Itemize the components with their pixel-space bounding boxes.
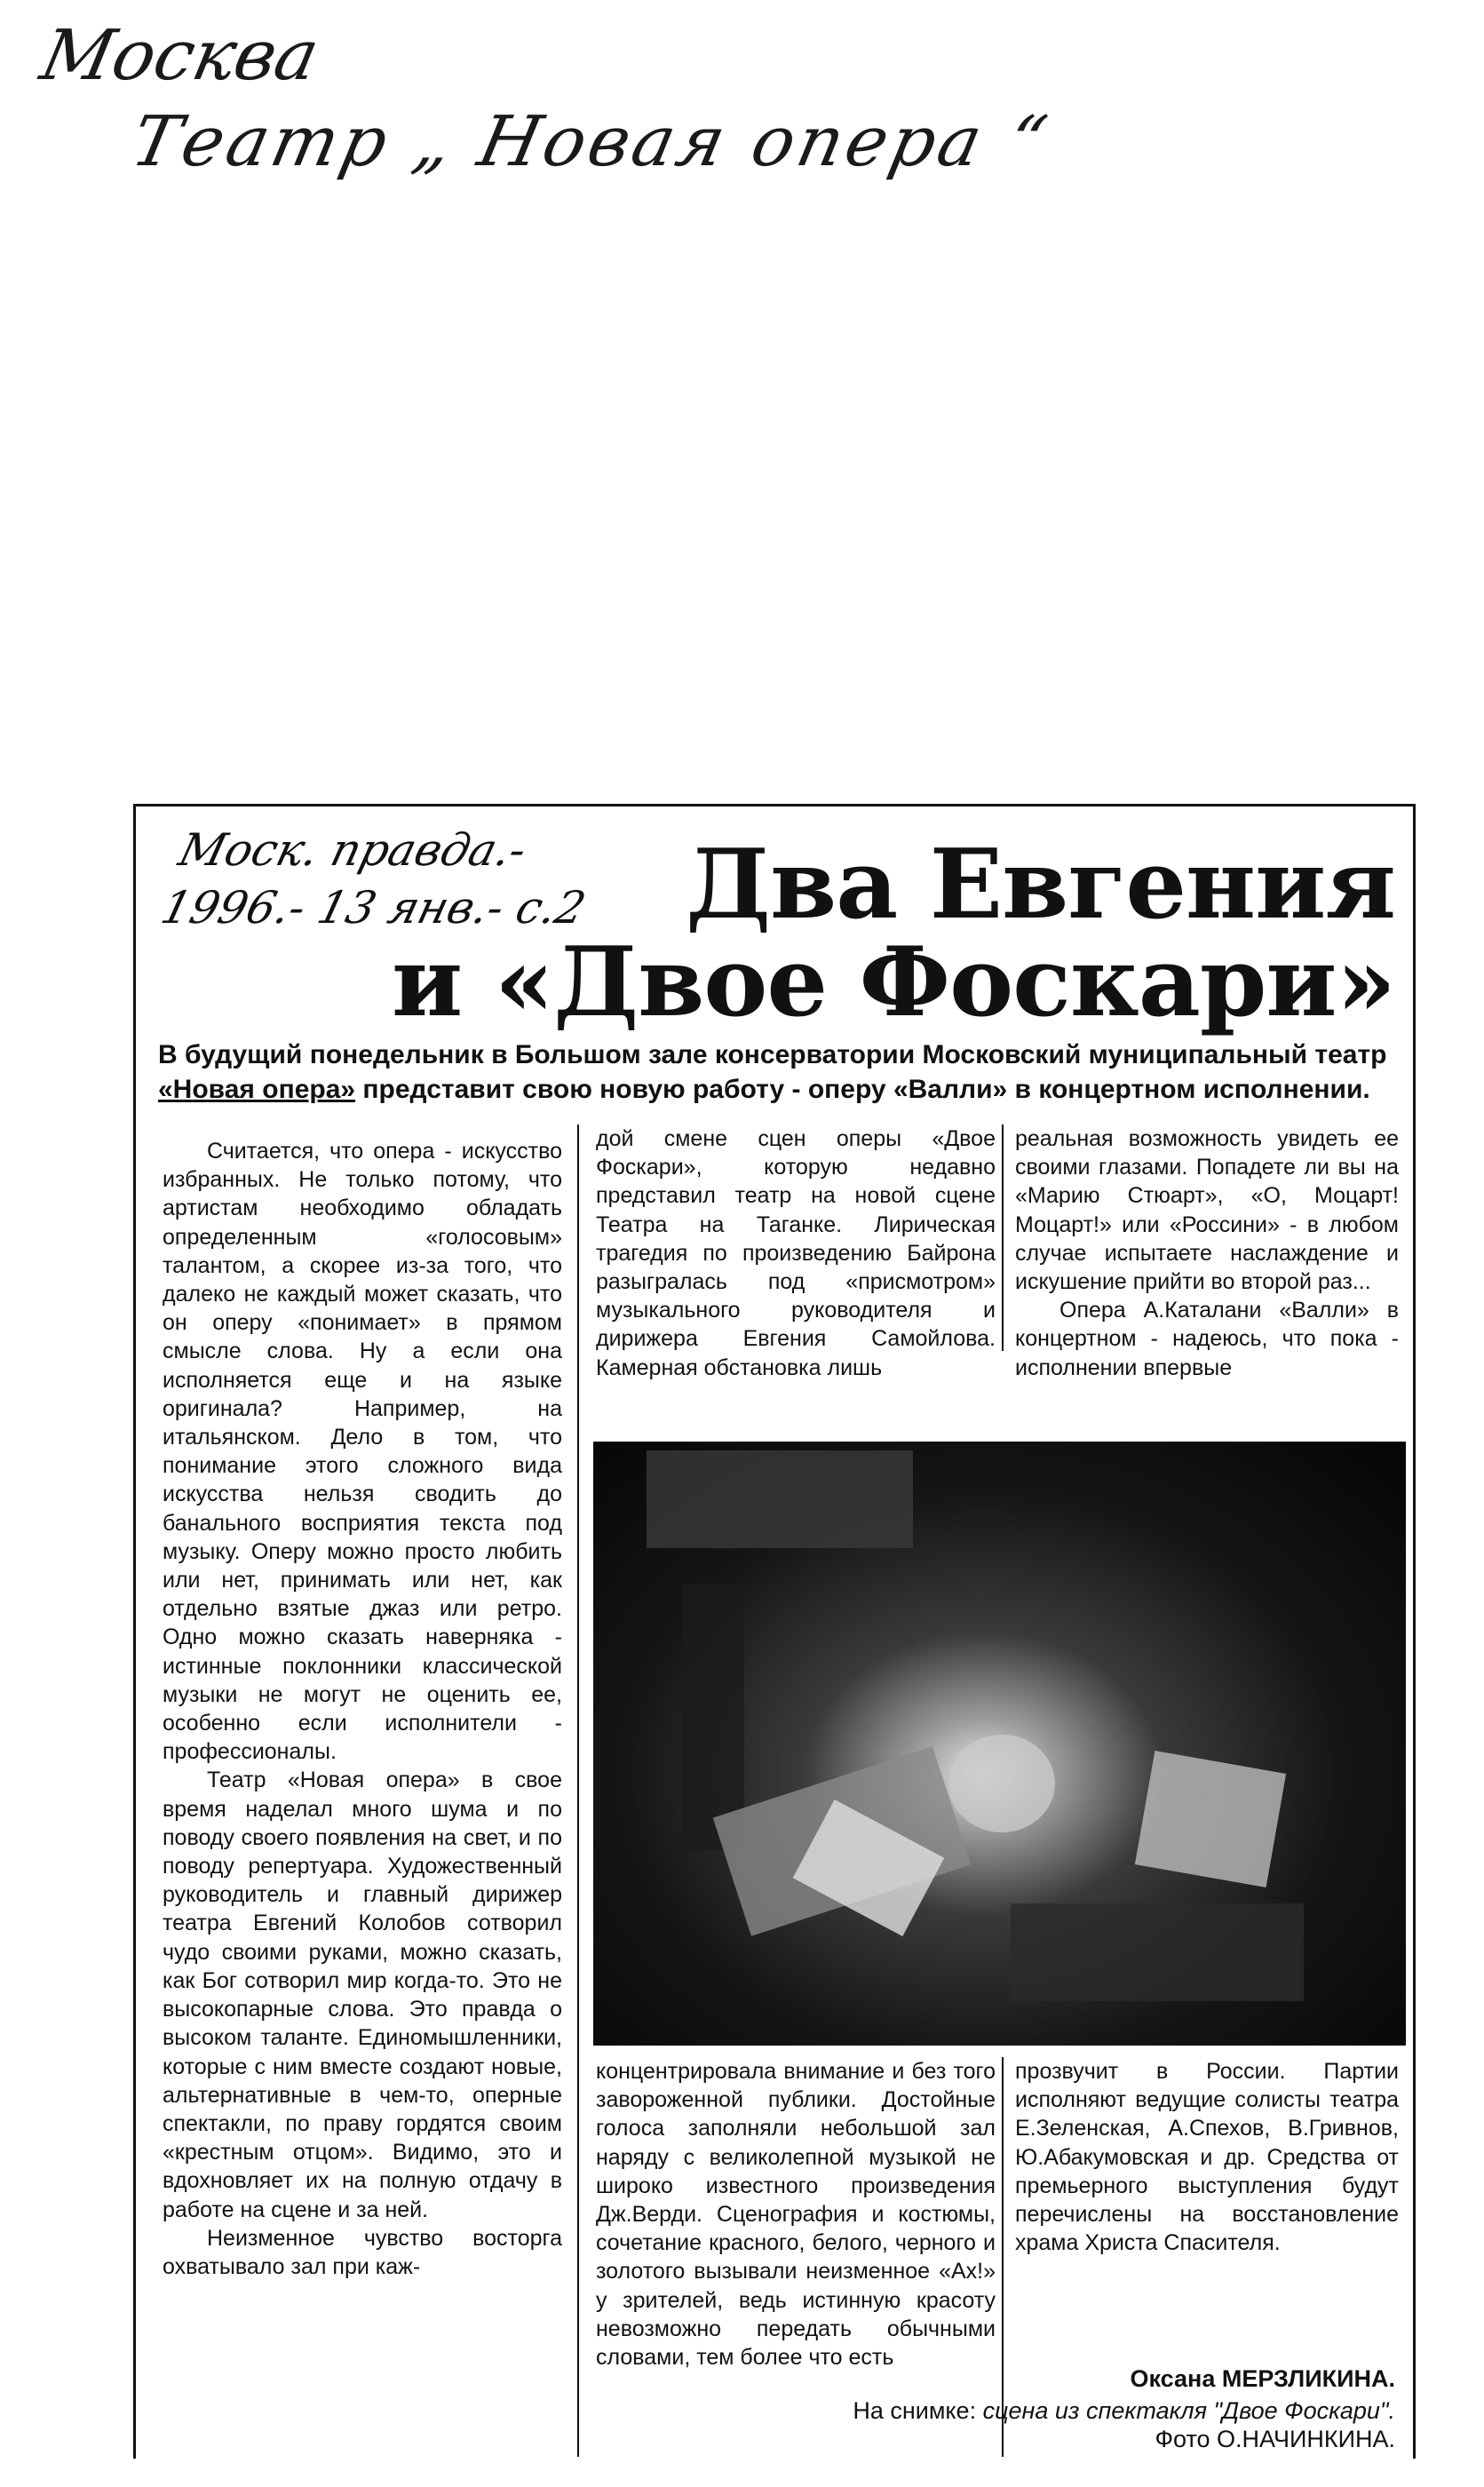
lead-text-part1: В будущий понедельник в Большом зале консерватории Московский муниципальный театр xyxy=(158,1040,1387,1069)
paragraph: Неизменное чувство восторга охватывало зал при каж- xyxy=(163,2225,562,2279)
newspaper-clipping xyxy=(133,804,1416,2459)
handwritten-city-note: Москва xyxy=(34,16,326,96)
lead-text-part2: представит свою новую работу - оперу «Валли» в концертном исполнении. xyxy=(355,1075,1370,1104)
column-3-top xyxy=(1015,1124,1399,1382)
handwritten-theatre-note: Театр „ Новая опера “ xyxy=(124,102,1057,182)
author-signature: Оксана МЕРЗЛИКИНА. xyxy=(1130,2365,1395,2392)
column-2-bottom xyxy=(596,2057,996,2372)
paragraph: прозвучит в России. Партии исполняют ведущие солисты театра Е.Зеленская, А.Спехов, В.Гривнов, Ю.Абакумовская и др. Средства от премьерного выступления будут перечислены на восстановление храма Христа Спасителя. xyxy=(1015,2059,1399,2256)
caption-text: сцена из спектакля "Двое Фоскари". xyxy=(982,2397,1395,2424)
photo-credit: Фото О.НАЧИНКИНА. xyxy=(1155,2426,1395,2452)
paragraph: Опера А.Каталани «Валли» в концертном - надеюсь, что пока - исполнении впервые xyxy=(1015,1298,1399,1380)
paragraph: Считается, что опера - искусство избранных. Не только потому, что артистам необходимо обладать определенным «голосовым» талантом, а скорее из-за того, что далеко не каждый может сказать, что он оперу «понимает» в прямом смысле слова. Ну а если она исполняется еще и на языке оригинала? Например, на итальянском. Дело в том, что понимание этого сложного вида искусства нельзя сводить до банального восприятия текста под музыку. Оперу можно просто любить или нет, принимать или нет, как отдельно взятые джаз или ретро. Одно можно сказать наверняка - истинные поклонники классической музыки не могут не оценить ее, особенно если исполнители - профессионалы. xyxy=(163,1139,562,1765)
headline-line1: Два Евгения xyxy=(686,829,1395,941)
handwritten-source-line2: 1996.- 13 янв.- с.2 xyxy=(155,882,591,934)
column-1 xyxy=(163,1137,562,2281)
caption-prefix: На снимке: xyxy=(853,2397,983,2424)
column-3-bottom xyxy=(1015,2057,1399,2257)
paragraph: концентрировала внимание и без того завороженной публики. Достойные голоса заполняли небольшой зал наряду с великолепной музыкой не широко известного произведения Дж.Верди. Сценография и костюмы, сочетание красного, белого, черного и золотого вызывали неизменное «Ах!» у зрителей, ведь истинную красоту невозможно передать обычными словами, тем более что есть xyxy=(596,2059,996,2371)
article-lead xyxy=(158,1037,1393,1107)
lead-highlight: «Новая опера» xyxy=(158,1075,356,1104)
stage-photo xyxy=(593,1442,1406,2046)
paragraph: Театр «Новая опера» в свое время наделал много шума и по поводу своего появления на свет, и по поводу репертуара. Художественный руководитель и главный дирижер театра Евгений Колобов сотворил чудо своими руками, можно сказать, как Бог сотворил мир когда-то. Это не высокопарные слова. Это правда о высоком таланте. Единомышленники, которые с ним вместе создают новые, альтернативные в чем-то, оперные спектакли, по праву гордятся своим «крестным отцом». Видимо, это и вдохновляет их на полную отдачу в работе на сцене и за ней. xyxy=(163,1768,562,2222)
headline-line2: и «Двое Фоскари» xyxy=(392,926,1395,1038)
handwritten-source-line1: Моск. правда.- xyxy=(173,824,532,876)
column-rule xyxy=(577,1124,579,2457)
column-2-top xyxy=(596,1124,996,1382)
column-rule xyxy=(1002,1124,1004,1351)
photo-caption xyxy=(853,2396,1395,2453)
paragraph: дой смене сцен оперы «Двое Фоскари», которую недавно представил театр на новой сцене Театра на Таганке. Лирическая трагедия по произведению Байрона разыгралась под «присмотром» музыкального руководителя и дирижера Евгения Самойлова. Камерная обстановка лишь xyxy=(596,1126,996,1380)
paragraph: реальная возможность увидеть ее своими глазами. Попадете ли вы на «Марию Стюарт», «О, Моцарт! Моцарт!» или «Россини» - в любом случае испытаете наслаждение и искушение прийти во второй раз... xyxy=(1015,1126,1399,1295)
